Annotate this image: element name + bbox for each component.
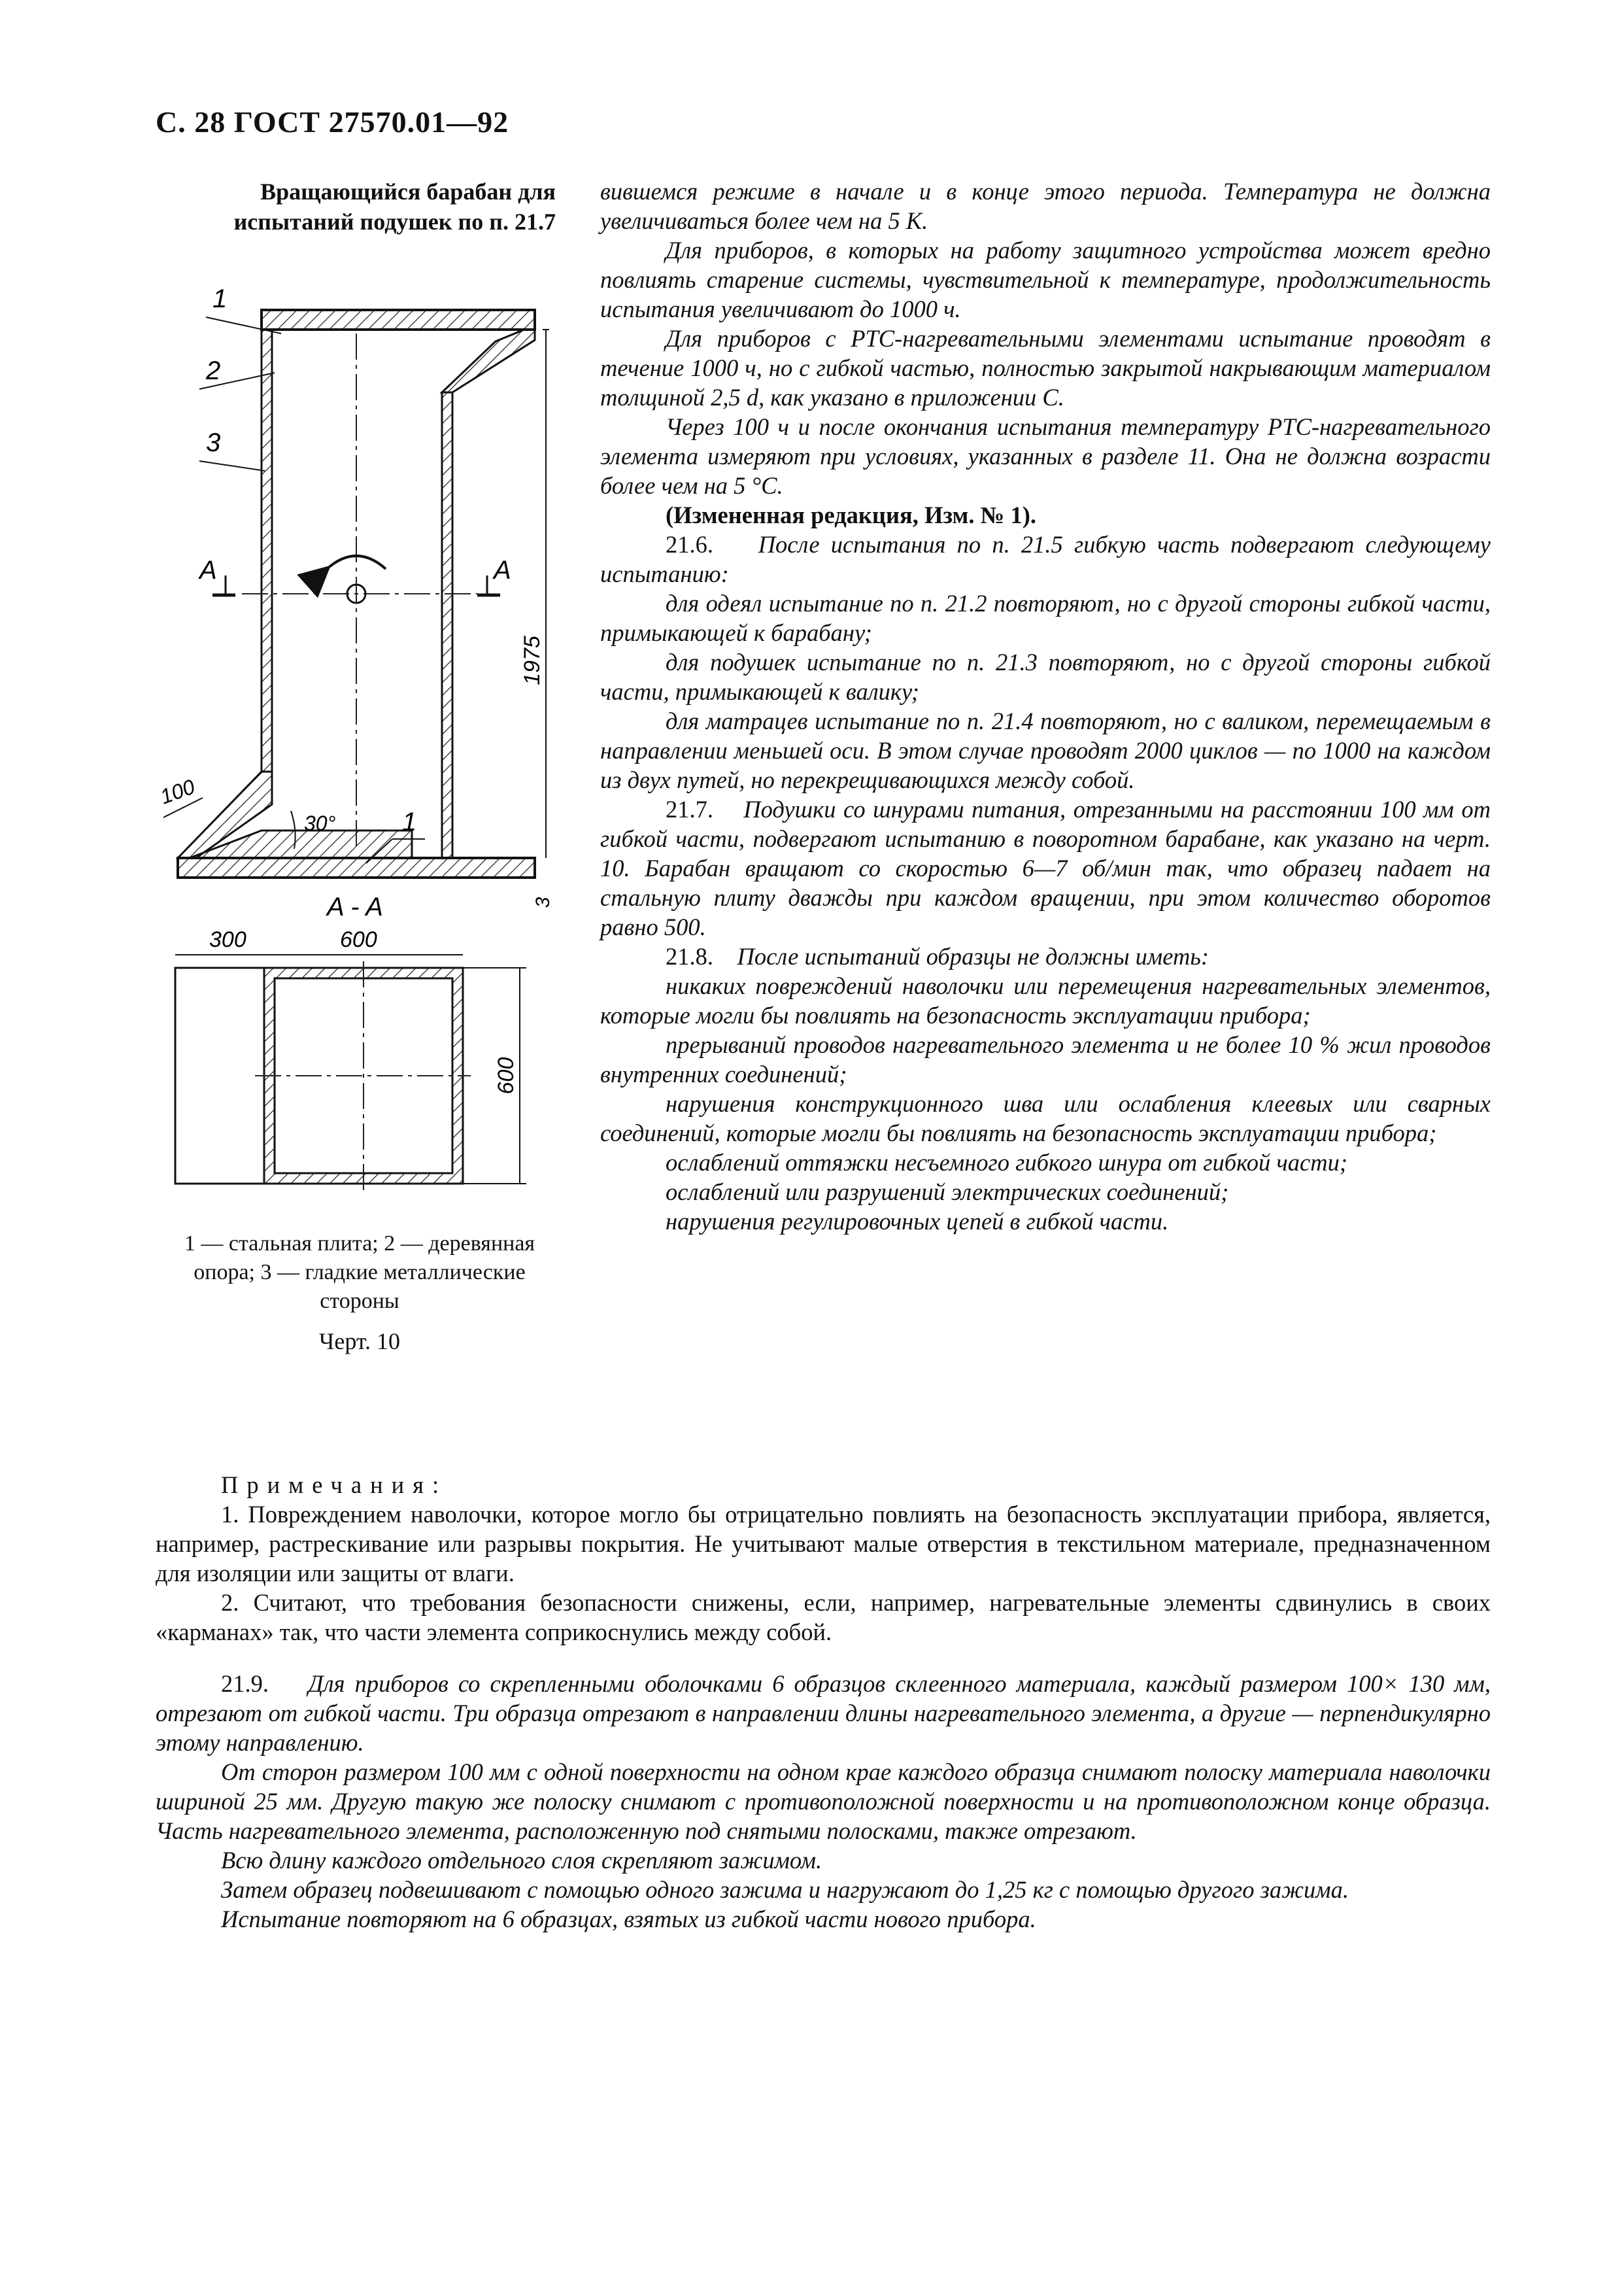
dim-100: 100 [157,774,198,809]
dim-30deg: 30° [304,812,336,835]
section-a-left: A [199,556,217,585]
callout-2: 2 [206,356,221,385]
left-wall [262,330,272,772]
figure-title [157,177,556,237]
paragraph: Испытание повторяют на 6 образцах, взятых из гибкой части нового прибора. [221,1906,1036,1932]
note-item: 1. Повреждением наволочки, которое могло бы отрицательно повлиять на безопасность эксплуатации прибора, является, например, растрескивание или разрывы покрытия. Не учитывают малые отверстия в текстильном материале, предназначенном для изоляции или защиты от влаги. [156,1501,1491,1586]
amendment-note: (Измененная редакция, Изм. № 1). [666,502,1036,528]
paragraph: для матрацев испытание по п. 21.4 повторяют, но с валиком, перемещаемым в направлении меньшей оси. В этом случае проводят 2000 циклов — по 1000 на каждом из двух путей, но перекрещивающихся между собой. [600,708,1491,793]
section-a-right: A [494,556,511,585]
paragraph: ослаблений оттяжки несъемного гибкого шнура от гибкой части; [666,1149,1348,1176]
clause-number: 21.7. [666,796,713,823]
paragraph: Подушки со шнурами питания, отрезанными на расстоянии 100 мм от гибкой части, подвергают испытанию в поворотном барабане, как указано на черт. 10. Барабан вращают со скоростью 6—7 об/мин так, что образец падает на стальную плиту дважды при каждом вращении, при этом количество оборотов равно 500. [600,796,1491,940]
paragraph: ослаблений или разрушений электрических соединений; [666,1178,1229,1205]
paragraph: Для приборов, в которых на работу защитного устройства может вредно повлиять старение системы, чувствительной к температуре, продолжительность испытания увеличивают до 1000 ч. [600,237,1491,322]
paragraph: для одеял испытание по п. 21.2 повторяют, но с другой стороны гибкой части, примыкающей к барабану; [600,590,1491,646]
bottom-section [156,1470,1491,1934]
section-aa-label: A - A [327,893,383,921]
paragraph: После испытаний образцы не должны иметь: [737,943,1210,970]
dim-300: 300 [209,927,246,952]
clause-number: 21.8. [666,943,713,970]
top-plate [262,310,535,330]
paragraph: никаких повреждений наволочки или перемещения нагревательных элементов, которые могли бы повлиять на безопасность эксплуатации прибора; [600,972,1491,1029]
notes-title: Примечания: [221,1471,448,1498]
drum-drawing [150,288,569,1203]
paragraph: Всю длину каждого отдельного слоя скрепляют зажимом. [221,1847,822,1874]
figure-number: Черт. 10 [319,1328,400,1354]
note-item: 2. Считают, что требования безопасности снижены, если, например, нагревательные элементы сдвинулись в своих «карманах» так, что части элемента соприкоснулись между собой. [156,1589,1491,1645]
figure-title-line2: испытаний подушек по п. 21.7 [233,209,556,235]
paragraph: После испытания по п. 21.5 гибкую часть подвергают следующему испытанию: [600,531,1491,587]
dim-1975: 1975 [520,636,545,685]
callout-1: 1 [212,288,228,313]
clause-number: 21.9. [221,1670,269,1697]
paragraph: Для приборов с PTC-нагревательными элементами испытание проводят в течение 1000 ч, но с гибкой частью, полностью закрытой накрывающим материалом толщиной 2,5 d, как указано в приложении С. [600,325,1491,411]
bottom-plate [178,858,535,878]
paragraph: прерываний проводов нагревательного элемента и не более 10 % жил проводов внутренних соединений; [600,1031,1491,1088]
paragraph: Через 100 ч и после окончания испытания температуру PTC-нагревательного элемента измеряют при условиях, указанных в разделе 11. Она не должна возрасти более чем на 5 °С. [600,413,1491,499]
clause-number: 21.6. [666,531,713,558]
wooden-support-top [442,330,535,392]
paragraph: От сторон размером 100 мм с одной поверхности на одном крае каждого образца снимают полоску материала наволочки шириной 25 мм. Другую такую же полоску снимают с противоположной поверхности и на противоположном конце образца. Часть нагревательного элемента, расположенную под снятыми полосками, также отрезают. [156,1758,1491,1844]
figure-title-line1: Вращающийся барабан для [260,179,556,205]
dim-600-top: 600 [340,927,377,952]
dim-600-side: 600 [494,1057,518,1095]
right-wall [442,392,452,858]
page-header: С. 28 ГОСТ 27570.01—92 [156,105,509,139]
paragraph: Для приборов со скрепленными оболочками 6 образцов склеенного материала, каждый размером 100× 130 мм, отрезают от гибкой части. Три образца отрезают в направлении длины нагревательного элемента, а другие — перпендикулярно этому направлению. [156,1670,1491,1756]
figure-caption: 1 — стальная плита; 2 — деревянная опора; 3 — гладкие металлические стороны [184,1231,535,1313]
callout-1b: 1 [402,808,417,836]
dim-3: 3 [532,897,554,908]
paragraph: нарушения регулировочных цепей в гибкой части. [666,1208,1169,1235]
paragraph: нарушения конструкционного шва или ослабления клеевых или сварных соединений, которые могли бы повлиять на безопасность эксплуатации прибора; [600,1090,1491,1146]
paragraph: вившемся режиме в начале и в конце этого периода. Температура не должна увеличиваться более чем на 5 K. [600,178,1491,234]
right-column [600,177,1491,1236]
paragraph: для подушек испытание по п. 21.3 повторяют, но с другой стороны гибкой части, примыкающей к валику; [600,649,1491,705]
callout-3: 3 [206,428,221,457]
paragraph: Затем образец подвешивают с помощью одного зажима и нагружают до 1,25 кг с помощью другого зажима. [221,1876,1349,1903]
